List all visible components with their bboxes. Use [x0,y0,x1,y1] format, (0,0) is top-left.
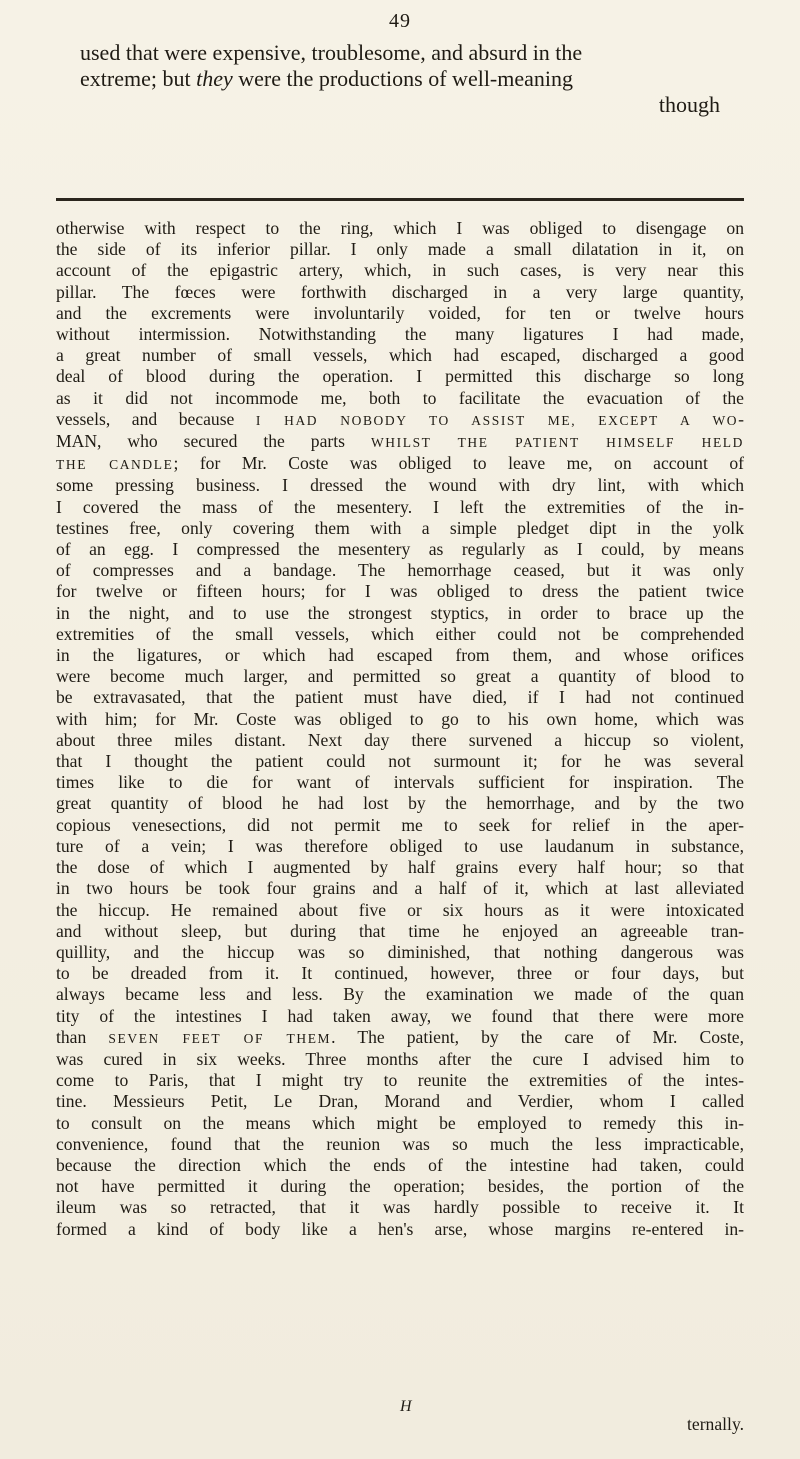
body-line: not have permitted it during the operation; besides, the portion of the [56,1176,744,1197]
body-line: ileum was so retracted, that it was hardly possible to receive it. It [56,1197,744,1218]
body-line: of an egg. I compressed the mesentery as regularly as I could, by means [56,539,744,560]
page-number: 49 [389,10,411,32]
body-line: the dose of which I augmented by half grains every half hour; so that [56,857,744,878]
body-line: I covered the mass of the mesentery. I left the extremities of the in- [56,496,744,517]
body-line: great quantity of blood he had lost by the hemorrhage, and by the two [56,793,744,814]
body-line: and the excrements were involuntarily voided, for ten or twelve hours [56,302,744,323]
body-line: vessels, and because I HAD NOBODY TO ASSIST ME, EXCEPT A WO- [56,408,744,429]
body-line: tity of the intestines I had taken away, we found that there were more [56,1005,744,1026]
body-line: quillity, and the hiccup was so diminished, that nothing dangerous was [56,941,744,962]
quote-line-2-end: were the productions of well-meaning [232,66,574,91]
body-line: tine. Messieurs Petit, Le Dran, Morand and Verdier, whom I called [56,1091,744,1112]
body-line: be extravasated, that the patient must have died, if I had not continued [56,687,744,708]
body-line: pillar. The fœces were forthwith discharged in a very large quantity, [56,281,744,302]
body-line: in the night, and to use the strongest styptics, in order to brace up the [56,602,744,623]
body-line: always became less and less. By the examination we made of the quan [56,984,744,1005]
body-line: MAN, who secured the parts WHILST THE PATIENT HIMSELF HELD [56,431,744,452]
body-line: for twelve or fifteen hours; for I was obliged to dress the patient twice [56,581,744,602]
body-line: in two hours be took four grains and a half of it, which at last alleviated [56,878,744,899]
body-line: the side of its inferior pillar. I only made a small dilatation in it, on [56,239,744,260]
body-line: and without sleep, but during that time he enjoyed an agreeable tran- [56,920,744,941]
body-line: that I thought the patient could not surmount it; for he was several [56,751,744,772]
body-line: in the ligatures, or which had escaped from them, and whose orifices [56,645,744,666]
body-line: testines free, only covering them with a simple pledget dipt in the yolk [56,517,744,538]
body-line: otherwise with respect to the ring, which I was obliged to disengage on [56,218,744,238]
body-line: formed a kind of body like a hen's arse, whose margins re-entered in- [56,1218,744,1239]
body-line: than SEVEN FEET OF THEM. The patient, by the care of Mr. Coste, [56,1026,744,1047]
body-line: some pressing business. I dressed the wound with dry lint, with which [56,475,744,496]
body-line: without intermission. Notwithstanding the many ligatures I had made, [56,324,744,345]
signature-mark: H [400,1398,412,1415]
catchword: ternally. [687,1414,744,1434]
body-line: because the direction which the ends of the intestine had taken, could [56,1154,744,1175]
body-line: THE CANDLE; for Mr. Coste was obliged to leave me, on account of [56,453,744,474]
body-line: was cured in six weeks. Three months after the cure I advised him to [56,1048,744,1069]
quote-italic-word: they [196,66,233,91]
body-line: times like to die for want of intervals sufficient for inspiration. The [56,772,744,793]
quote-line-1: used that were expensive, troublesome, and absurd in the [80,40,583,65]
body-line: a great number of small vessels, which had escaped, discharged a good [56,345,744,366]
body-line: extremities of the small vessels, which either could not be comprehended [56,623,744,644]
section-divider [56,198,744,201]
body-line: of compresses and a bandage. The hemorrhage ceased, but it was only [56,560,744,581]
body-text [56,218,744,1240]
body-line: were become much larger, and permitted so great a quantity of blood to [56,666,744,687]
body-line: to be dreaded from it. It continued, however, three or four days, but [56,963,744,984]
quoted-passage [80,40,720,118]
body-line: convenience, found that the reunion was so much the less impracticable, [56,1133,744,1154]
body-line: come to Paris, that I might try to reunite the extremities of the intes- [56,1070,744,1091]
body-line: ture of a vein; I was therefore obliged to use laudanum in substance, [56,835,744,856]
quote-line-2-start: extreme; but [80,66,197,91]
body-line: to consult on the means which might be employed to remedy this in- [56,1112,744,1133]
quote-line-3: though [658,92,720,117]
body-line: account of the epigastric artery, which, in such cases, is very near this [56,260,744,281]
body-line: deal of blood during the operation. I permitted this discharge so long [56,366,744,387]
body-line: about three miles distant. Next day there survened a hiccup so violent, [56,729,744,750]
body-line: the hiccup. He remained about five or six hours as it were intoxicated [56,899,744,920]
body-line: with him; for Mr. Coste was obliged to go to his own home, which was [56,708,744,729]
body-line: as it did not incommode me, both to facilitate the evacuation of the [56,387,744,408]
quote-line-2 [80,66,720,92]
body-line: copious venesections, did not permit me to seek for relief in the aper- [56,814,744,835]
